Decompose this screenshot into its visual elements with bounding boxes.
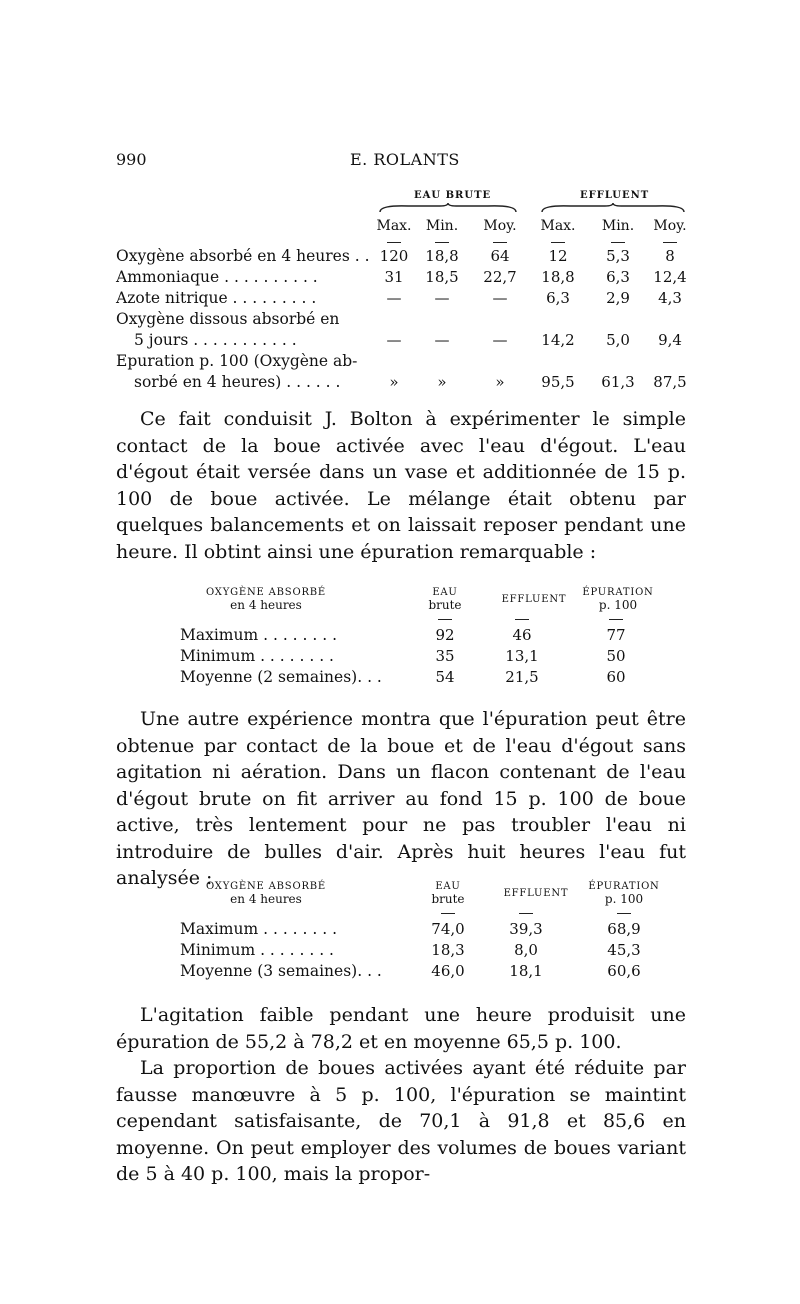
cell: 22,7: [483, 268, 517, 286]
cell: 21,5: [505, 668, 539, 686]
cell: 8: [665, 247, 675, 265]
cell: —: [492, 331, 508, 349]
brace-eau-brute: [378, 202, 518, 214]
cell: 13,1: [505, 647, 539, 665]
cell: 18,5: [425, 268, 459, 286]
cell: —: [492, 289, 508, 307]
col-eff-min: Min.: [601, 218, 635, 234]
cell: 54: [435, 668, 455, 686]
cell: 39,3: [509, 920, 543, 938]
table-3-header-epuration: ÉPURATION: [588, 881, 660, 892]
cell: 5,3: [606, 247, 630, 265]
row-label: Minimum . . . . . . . .: [180, 941, 334, 959]
cell: »: [437, 373, 447, 391]
cell: 12,4: [653, 268, 687, 286]
header-rule: [493, 242, 507, 243]
row-label: Maximum . . . . . . . .: [180, 920, 338, 938]
cell: 18,8: [425, 247, 459, 265]
cell: 60,6: [607, 962, 641, 980]
col-eff-moy: Moy.: [653, 218, 687, 234]
row-label: Oxygène dissous absorbé en: [116, 310, 340, 328]
cell: —: [434, 289, 450, 307]
cell: 2,9: [606, 289, 630, 307]
row-label: Minimum . . . . . . . .: [180, 647, 334, 665]
table-3-header-eau: EAU: [435, 881, 461, 892]
col-eff-max: Max.: [540, 218, 576, 234]
header-rule: [611, 242, 625, 243]
header-rule: [551, 242, 565, 243]
cell: —: [434, 331, 450, 349]
row-label-continued: 5 jours . . . . . . . . . . .: [134, 331, 297, 349]
header-rule: [609, 619, 623, 620]
group-header-eau-brute: EAU BRUTE: [414, 190, 492, 201]
paragraph-3: L'agitation faible pendant une heure produisit une épuration de 55,2 à 78,2 et en moyenne 65,5 p. 100.: [116, 1004, 686, 1053]
cell: 8,0: [514, 941, 538, 959]
row-label-continued: sorbé en 4 heures) . . . . . .: [134, 373, 341, 391]
cell: »: [495, 373, 505, 391]
col-eau-max: Max.: [376, 218, 412, 234]
cell: 6,3: [606, 268, 630, 286]
cell: 35: [435, 647, 455, 665]
header-rule: [441, 913, 455, 914]
cell: 46,0: [431, 962, 465, 980]
row-label: Moyenne (3 semaines). . .: [180, 962, 382, 980]
table-2-header-epuration: ÉPURATION: [582, 587, 654, 598]
cell: 120: [379, 247, 409, 265]
header-rule: [519, 913, 533, 914]
paragraph-1: Ce fait conduisit J. Bolton à expérimenter le simple contact de la boue activée avec l'eau d'égout. L'eau d'égout était versée dans un vase et additionnée de 15 p. 100 de boue activée. Le mélange était obtenu par quelques balancements et on laissait reposer pendant une heure. Il obtint ainsi une épuration remarquable :: [116, 408, 686, 563]
cell: 92: [435, 626, 455, 644]
table-3-header-epuration-sub: p. 100: [604, 892, 644, 906]
table-3-header-eau-sub: brute: [431, 892, 465, 906]
table-3-header-effluent: EFFLUENT: [503, 888, 569, 899]
running-head: E. ROLANTS: [350, 150, 460, 169]
cell: 60: [606, 668, 626, 686]
cell: 95,5: [541, 373, 575, 391]
row-label: Oxygène absorbé en 4 heures . .: [116, 247, 370, 265]
header-rule: [435, 242, 449, 243]
cell: 31: [384, 268, 404, 286]
group-header-effluent: EFFLUENT: [580, 190, 650, 201]
row-label: Epuration p. 100 (Oxygène ab-: [116, 352, 358, 370]
cell: 5,0: [606, 331, 630, 349]
cell: 50: [606, 647, 626, 665]
cell: 77: [606, 626, 626, 644]
row-label: Maximum . . . . . . . .: [180, 626, 338, 644]
col-eau-min: Min.: [425, 218, 459, 234]
table-2-header-eau: EAU: [432, 587, 458, 598]
page-number: 990: [116, 150, 147, 169]
table-2-header-oxygene-sub: en 4 heures: [230, 598, 302, 612]
cell: 4,3: [658, 289, 682, 307]
row-label: Azote nitrique . . . . . . . . .: [116, 289, 317, 307]
row-label: Ammoniaque . . . . . . . . . .: [116, 268, 318, 286]
header-rule: [515, 619, 529, 620]
cell: »: [389, 373, 399, 391]
cell: 87,5: [653, 373, 687, 391]
header-rule: [387, 242, 401, 243]
cell: —: [386, 289, 402, 307]
cell: 64: [490, 247, 510, 265]
table-3-header-oxygene: OXYGÈNE ABSORBÉ: [205, 881, 327, 892]
brace-effluent: [540, 202, 686, 214]
header-rule: [438, 619, 452, 620]
cell: —: [386, 331, 402, 349]
table-2-header-oxygene: OXYGÈNE ABSORBÉ: [205, 587, 327, 598]
row-label: Moyenne (2 semaines). . .: [180, 668, 382, 686]
cell: 14,2: [541, 331, 575, 349]
cell: 61,3: [601, 373, 635, 391]
table-2-header-effluent: EFFLUENT: [501, 594, 567, 605]
cell: 18,8: [541, 268, 575, 286]
cell: 9,4: [658, 331, 682, 349]
table-3-header-oxygene-sub: en 4 heures: [230, 892, 302, 906]
table-2-header-eau-sub: brute: [428, 598, 462, 612]
cell: 18,3: [431, 941, 465, 959]
col-eau-moy: Moy.: [483, 218, 517, 234]
cell: 45,3: [607, 941, 641, 959]
cell: 12: [548, 247, 568, 265]
cell: 6,3: [546, 289, 570, 307]
cell: 46: [512, 626, 532, 644]
header-rule: [617, 913, 631, 914]
paragraph-4: La proportion de boues activées ayant été réduite par fausse manœuvre à 5 p. 100, l'épuration se maintint cependant satisfaisante, de 70,1 à 91,8 et 85,6 en moyenne. On peut employer des volumes de boues variant de 5 à 40 p. 100, mais la propor-: [116, 1057, 686, 1185]
cell: 68,9: [607, 920, 641, 938]
header-rule: [663, 242, 677, 243]
cell: 18,1: [509, 962, 543, 980]
table-2-header-epuration-sub: p. 100: [598, 598, 638, 612]
paragraph-2: Une autre expérience montra que l'épuration peut être obtenue par contact de la boue et de l'eau d'égout sans agitation ni aération. Dans un flacon contenant de l'eau d'égout brute on fit arriver au fond 15 p. 100 de boue active, très lentement pour ne pas troubler l'eau ni introduire de bulles d'air. Après huit heures l'eau fut analysée :: [116, 708, 686, 889]
cell: 74,0: [431, 920, 465, 938]
